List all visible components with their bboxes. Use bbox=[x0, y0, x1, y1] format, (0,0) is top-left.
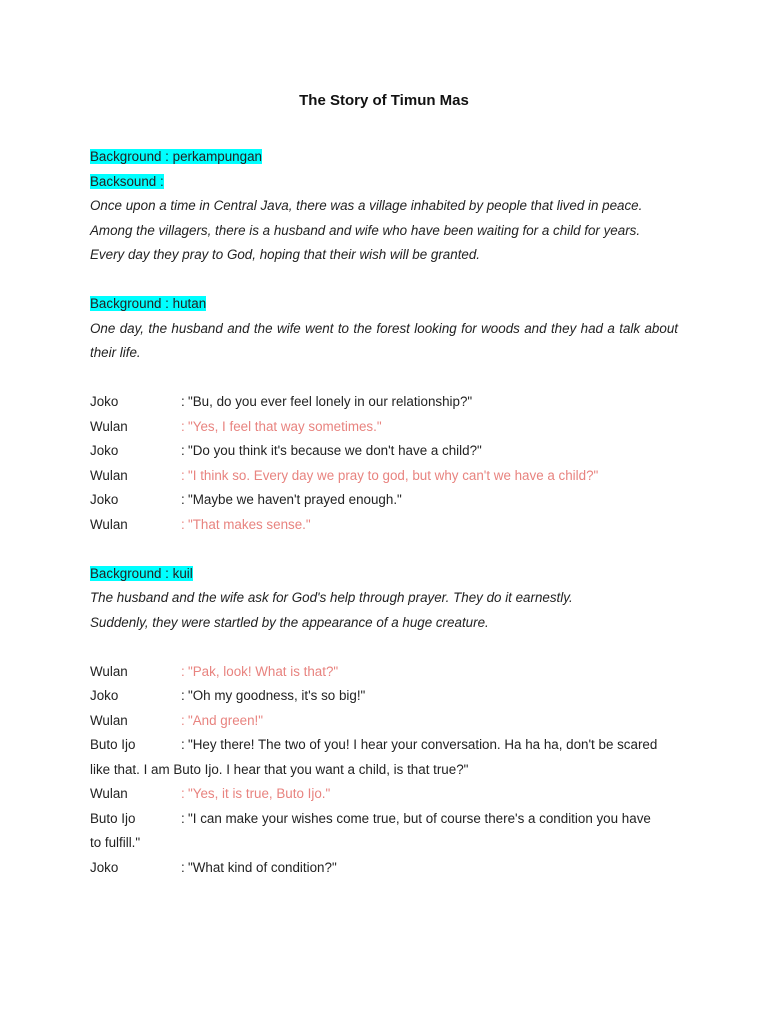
narration-line: Suddenly, they were startled by the appearance of a huge creature. bbox=[90, 614, 489, 630]
dialogue-line bbox=[90, 660, 678, 685]
speaker-colon: : bbox=[181, 492, 185, 507]
dialogue-line bbox=[90, 439, 678, 464]
speaker-name: Joko bbox=[90, 443, 119, 458]
dialogue-line bbox=[90, 856, 678, 881]
dialogue-text: "That makes sense." bbox=[188, 516, 311, 532]
document-title: The Story of Timun Mas bbox=[299, 92, 469, 109]
narration-line: Among the villagers, there is a husband and wife who have been waiting for a child for years. bbox=[90, 222, 641, 238]
dialogue-text: "Pak, look! What is that?" bbox=[188, 663, 339, 679]
scene-background-label bbox=[90, 562, 678, 587]
speaker-colon: : bbox=[181, 443, 185, 458]
background-hutan: Background : hutan bbox=[90, 296, 207, 311]
dialogue-line bbox=[90, 684, 678, 709]
paragraph-spacer bbox=[90, 268, 678, 293]
narration-line: Once upon a time in Central Java, there was a village inhabited by people that lived in peace. bbox=[90, 198, 643, 213]
speaker-colon: : bbox=[181, 737, 185, 752]
speaker-name: Buto Ijo bbox=[90, 810, 136, 826]
speaker-colon: : bbox=[181, 859, 185, 875]
dialogue-line bbox=[90, 709, 678, 734]
dialogue-continuation: to fulfill." bbox=[90, 835, 141, 850]
backsound-label-line bbox=[90, 170, 678, 195]
dialogue-line bbox=[90, 390, 678, 415]
dialogue-line bbox=[90, 464, 678, 489]
speaker-name: Wulan bbox=[90, 418, 128, 434]
dialogue-text: "Yes, I feel that way sometimes." bbox=[188, 418, 382, 434]
dialogue-text: "Bu, do you ever feel lonely in our relationship?" bbox=[188, 394, 473, 409]
dialogue-line bbox=[90, 733, 678, 758]
dialogue-text: "Maybe we haven't prayed enough." bbox=[188, 492, 402, 507]
dialogue-text: "Do you think it's because we don't have a child?" bbox=[188, 443, 482, 458]
dialogue-continuation: like that. I am Buto Ijo. I hear that you want a child, is that true?" bbox=[90, 761, 469, 777]
narration-paragraph: One day, the husband and the wife went to the forest looking for woods and they had a talk about their life. bbox=[90, 320, 678, 360]
speaker-colon: : bbox=[181, 394, 185, 409]
speaker-name: Joko bbox=[90, 859, 119, 875]
scene-background-label bbox=[90, 145, 678, 170]
narration-line: The husband and the wife ask for God's help through prayer. They do it earnestly. bbox=[90, 590, 573, 605]
speaker-colon: : bbox=[181, 786, 185, 801]
dialogue-line bbox=[90, 807, 678, 832]
document-body bbox=[90, 145, 678, 880]
speaker-name: Buto Ijo bbox=[90, 737, 136, 752]
speaker-name: Wulan bbox=[90, 786, 128, 801]
speaker-colon: : bbox=[181, 663, 185, 679]
dialogue-line bbox=[90, 488, 678, 513]
speaker-colon: : bbox=[181, 688, 185, 703]
dialogue-text: "What kind of condition?" bbox=[188, 859, 337, 875]
dialogue-text: "Yes, it is true, Buto Ijo." bbox=[188, 786, 331, 801]
speaker-name: Joko bbox=[90, 394, 119, 409]
dialogue-text: "And green!" bbox=[188, 712, 264, 728]
background-kuil: Background : kuil bbox=[90, 565, 193, 581]
dialogue-line bbox=[90, 415, 678, 440]
paragraph-spacer bbox=[90, 635, 678, 660]
narration-line: Every day they pray to God, hoping that their wish will be granted. bbox=[90, 247, 481, 262]
speaker-name: Wulan bbox=[90, 467, 128, 483]
dialogue-text: "Oh my goodness, it's so big!" bbox=[188, 688, 366, 703]
backsound-label: Backsound : bbox=[90, 173, 164, 189]
speaker-colon: : bbox=[181, 418, 185, 434]
background-perkampungan: Background : perkampungan bbox=[90, 149, 262, 164]
speaker-name: Wulan bbox=[90, 663, 128, 679]
speaker-colon: : bbox=[181, 810, 185, 826]
paragraph-spacer bbox=[90, 366, 678, 391]
speaker-colon: : bbox=[181, 712, 185, 728]
dialogue-line bbox=[90, 782, 678, 807]
dialogue-text: "I think so. Every day we pray to god, but why can't we have a child?" bbox=[188, 467, 599, 483]
speaker-name: Wulan bbox=[90, 516, 128, 532]
speaker-name: Wulan bbox=[90, 712, 128, 728]
dialogue-text: "I can make your wishes come true, but of course there's a condition you have bbox=[188, 810, 651, 826]
dialogue-line bbox=[90, 513, 678, 538]
speaker-colon: : bbox=[181, 516, 185, 532]
scene-background-label bbox=[90, 292, 678, 317]
dialogue-text: "Hey there! The two of you! I hear your conversation. Ha ha ha, don't be scared bbox=[188, 737, 658, 752]
speaker-colon: : bbox=[181, 467, 185, 483]
paragraph-spacer bbox=[90, 537, 678, 562]
speaker-name: Joko bbox=[90, 688, 119, 703]
speaker-name: Joko bbox=[90, 492, 119, 507]
